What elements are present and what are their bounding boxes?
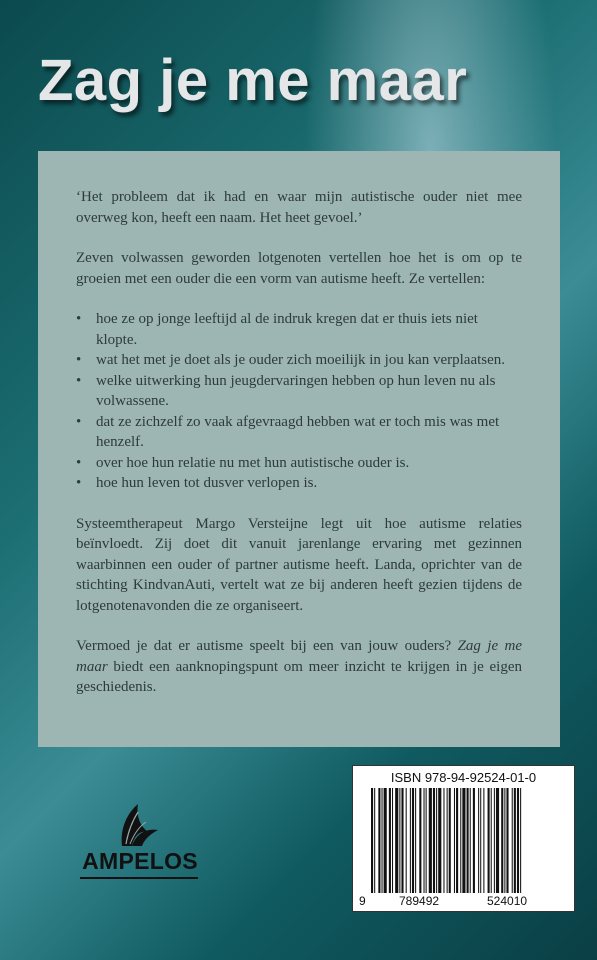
blurb-paragraph-closing: Vermoed je dat er autisme speelt bij een van jouw ouders? Zag je me maar biedt een aanknopingspunt om meer inzicht te krijgen in je eigen geschiedenis. — [76, 638, 522, 695]
barcode-stripe — [412, 788, 414, 893]
book-title: Zag je me maar — [38, 48, 468, 113]
barcode-stripe — [371, 788, 373, 893]
barcode-stripe — [406, 788, 407, 893]
bullet-mark: • — [76, 352, 82, 368]
barcode-stripe — [483, 788, 484, 893]
barcode-stripe — [399, 788, 400, 893]
barcode-stripe — [392, 788, 393, 893]
barcode-stripe — [506, 788, 508, 893]
barcode-stripe — [517, 788, 519, 893]
barcode-stripe — [462, 788, 465, 893]
barcode-stripe — [478, 788, 479, 893]
barcode-stripe — [512, 788, 513, 893]
barcode-stripe — [395, 788, 398, 893]
publisher-logo — [78, 800, 202, 890]
barcode-digits-left: 789492 — [399, 894, 440, 908]
barcode-bars — [369, 788, 569, 893]
barcode-stripe — [449, 788, 451, 893]
bullet-mark: • — [76, 311, 82, 327]
bullet-mark: • — [76, 475, 82, 491]
barcode-stripe — [496, 788, 499, 893]
barcode-stripe — [467, 788, 469, 893]
barcode-stripe — [501, 788, 503, 893]
barcode-stripe — [382, 788, 383, 893]
blurb-panel — [38, 151, 560, 747]
blurb-quote: ‘Het probleem dat ik had en waar mijn autistische ouder niet mee overweg kon, heeft een naam. Het heet gevoel.’ — [76, 189, 522, 226]
barcode-stripe — [488, 788, 490, 893]
barcode-stripe — [520, 788, 521, 893]
blurb-paragraph-authors: Systeemtherapeut Margo Versteijne legt uit hoe autisme relaties beïnvloedt. Zij doet dit vanuit jarenlange ervaring met gezinnen waarbinnen een ouder of partner autisme heeft. Landa, oprichter van de stichting KindvanAuti, vertelt wat ze bij anderen heeft gezien tijdens de lotgenotenavonden die ze organiseert. — [76, 515, 522, 614]
barcode-stripe — [436, 788, 437, 893]
barcode-digit-first: 9 — [359, 894, 366, 908]
list-item: • dat ze zichzelf zo vaak afgevraagd hebben wat er toch mis was met henzelf. — [76, 413, 500, 450]
barcode-stripe — [429, 788, 432, 893]
barcode-stripe — [504, 788, 505, 893]
barcode-stripe — [378, 788, 380, 893]
barcode-stripe — [419, 788, 421, 893]
barcode-stripe — [443, 788, 444, 893]
barcode-stripe — [460, 788, 461, 893]
barcode-stripe — [473, 788, 475, 893]
barcode-stripe — [415, 788, 416, 893]
publisher-name: AMPELOS — [82, 848, 198, 874]
logo-underline — [80, 877, 198, 879]
barcode-stripe — [389, 788, 391, 893]
barcode-stripe — [410, 788, 411, 893]
barcode-stripe — [456, 788, 458, 893]
barcode-stripe — [447, 788, 448, 893]
barcode-stripe — [433, 788, 435, 893]
barcode-stripe — [491, 788, 492, 893]
blurb-bullet-list — [76, 309, 522, 494]
barcode-stripe — [480, 788, 481, 893]
barcode-stripe — [384, 788, 387, 893]
list-item: • hoe hun leven tot dusver verlopen is. — [76, 473, 522, 494]
barcode-stripe — [424, 788, 425, 893]
barcode-stripe — [470, 788, 471, 893]
list-item: • hoe ze op jonge leeftijd al de indruk kregen dat er thuis iets niet klopte. — [76, 311, 478, 348]
bullet-mark: • — [76, 454, 82, 471]
barcode-digits — [353, 894, 574, 908]
butterfly-icon — [78, 800, 202, 850]
barcode-stripe — [514, 788, 516, 893]
barcode-stripe — [494, 788, 495, 893]
barcode-digits-right: 524010 — [487, 894, 528, 908]
barcode-stripe — [401, 788, 403, 893]
title-italic: Zag je me maar — [76, 638, 522, 675]
bullet-mark: • — [76, 372, 82, 389]
list-item: • over hoe hun relatie nu met hun autistische ouder is. — [76, 453, 522, 474]
bullet-mark: • — [76, 413, 82, 430]
isbn-label: ISBN 978-94-92524-01-0 — [390, 770, 537, 785]
barcode-stripe — [454, 788, 455, 893]
list-item: • wat het met je doet als je ouder zich moeilijk in jou kan verplaatsen. — [76, 350, 522, 371]
isbn-barcode — [352, 765, 575, 912]
barcode-stripe — [374, 788, 375, 893]
list-item: • welke uitwerking hun jeugdervaringen hebben op hun leven nu als volwassene. — [76, 372, 496, 409]
barcode-stripe — [426, 788, 427, 893]
barcode-stripe — [438, 788, 441, 893]
blurb-intro: Zeven volwassen geworden lotgenoten vertellen hoe het is om op te groeien met een ouder die een vorm van autisme heeft. Ze vertellen: — [76, 250, 522, 287]
